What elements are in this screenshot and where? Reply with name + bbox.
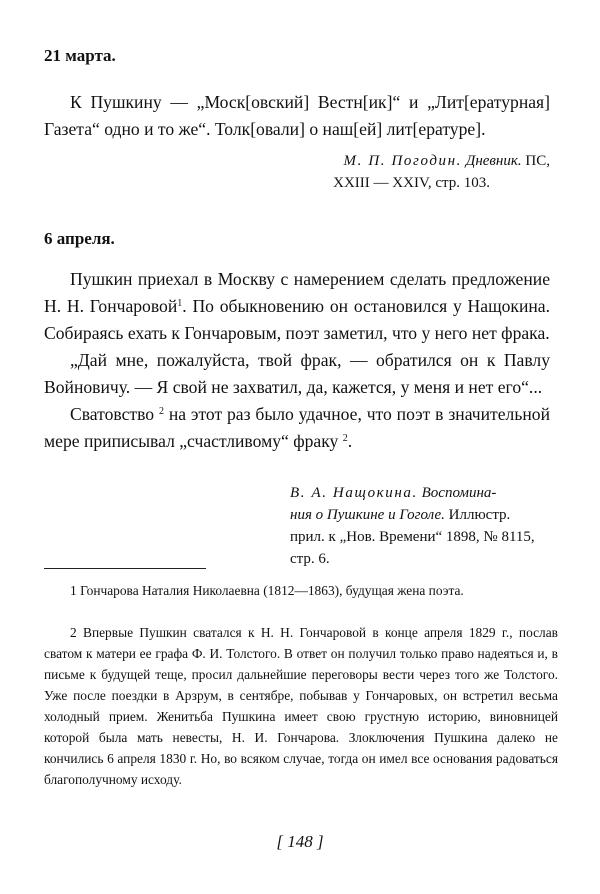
- paragraph-3: [44, 401, 550, 455]
- source-line-1: [333, 150, 550, 172]
- entry-date-april-6: 6 апреля.: [44, 229, 115, 248]
- paragraph-3-c: .: [347, 431, 353, 451]
- footnote-divider: [44, 568, 206, 569]
- entry-text-march-21-body: К Пушкину — „Моск[овский] Вестн[ик]“ и „Лит[ературная] Газета“ одно и то же“. Толк[овали] о наш[ей] лит[ературе].: [44, 92, 550, 139]
- source-line-a: [290, 482, 550, 504]
- source-ref-pages: XXIII — XXIV, стр. 103.: [333, 175, 490, 191]
- source-line-b: [290, 504, 550, 526]
- paragraph-1: [44, 266, 550, 347]
- footnote-1: [44, 580, 558, 601]
- source-work-2b: ния о Пушкине и Гоголе.: [290, 507, 445, 523]
- paragraph-1-a: Пушкин приехал в Москву с намерением сделать предложение Н. Н. Гончаровой: [44, 269, 550, 316]
- paragraph-3-a: Сватовство: [70, 404, 155, 424]
- footnote-ref-2b: 2: [342, 433, 348, 444]
- source-line-2: [333, 172, 490, 194]
- footnote-1-mark: 1: [70, 583, 77, 598]
- source-work: Дневник.: [465, 153, 522, 169]
- entry-text-march-21: [44, 89, 550, 143]
- paragraph-3-b: на этот раз было удачное, что поэт в значительной мере приписывал „счастливому“ фраку: [44, 404, 550, 451]
- source-line-c: [290, 526, 550, 548]
- entry-text-april-6: [44, 266, 550, 455]
- page-number: [ 148 ]: [276, 832, 324, 851]
- source-ref-2c: стр. 6.: [290, 551, 330, 567]
- paragraph-2: „Дай мне, пожалуйста, твой фрак, — обратился он к Павлу Войновичу. — Я свой не захватил, да, кажется, у меня и нет его“...: [44, 350, 550, 397]
- footnote-2-mark: 2: [70, 625, 77, 640]
- entry-source-march-21: [333, 150, 550, 194]
- paragraph-1-b: . По обыкновению он остановился у Нащокина. Собираясь ехать к Гончаровым, поэт заметил, что у него нет фрака.: [44, 296, 550, 343]
- entry-source-april-6: [290, 482, 550, 570]
- footnote-2: [44, 622, 558, 790]
- entry-date-march-21: 21 марта.: [44, 46, 116, 65]
- source-line-d: [290, 548, 550, 570]
- source-author-2: В. А. Нащокина.: [290, 485, 418, 501]
- footnote-2-text: Впервые Пушкин сватался к Н. Н. Гончаровой в конце апреля 1829 г., послав сватом к матери ее графа Ф. И. Толстого. В ответ он получил только право надеяться и, в письме к будущей теще, просил дальнейшие переговоры вести через того же Толстого. Уже после поездки в Арзрум, в сентябре, побывав у Гончаровых, он встретил весьма холодный прием. Женитьба Пушкина имеет свою грустную историю, виновницей которой была мать невесты, Н. И. Гончарова. Злоключения Пушкина далеко не кончились 6 апреля 1830 г. Но, во всяком случае, тогда он имел все основания радоваться благополучному исходу.: [44, 625, 558, 787]
- source-ref-2b: прил. к „Нов. Времени“ 1898, № 8115,: [290, 529, 535, 545]
- source-ref-2a: Иллюстр.: [448, 507, 511, 523]
- source-ref: ПС,: [525, 153, 550, 169]
- source-work-2a: Воспомина-: [421, 485, 497, 501]
- footnote-ref-1: 1: [177, 298, 183, 309]
- footnote-ref-2: 2: [158, 406, 164, 417]
- footnote-1-text: Гончарова Наталия Николаевна (1812—1863), будущая жена поэта.: [80, 583, 464, 598]
- source-author: М. П. Погодин.: [343, 153, 463, 169]
